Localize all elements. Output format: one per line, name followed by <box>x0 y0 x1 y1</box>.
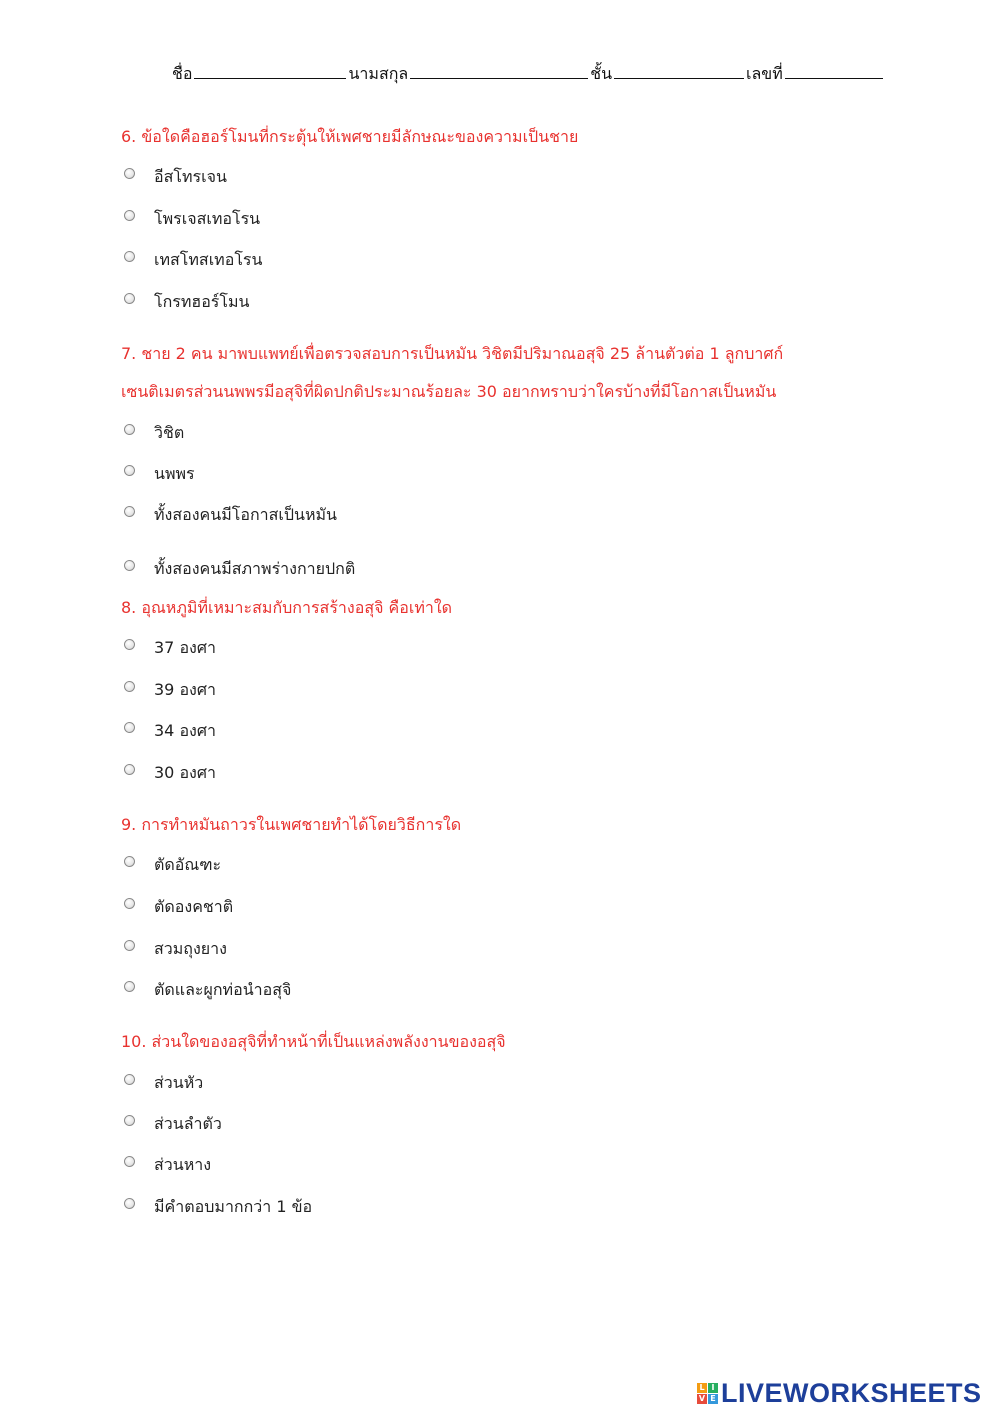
logo-mark-letter: E <box>708 1394 718 1404</box>
question-10 <box>121 1023 506 1061</box>
option-label: ตัดอัณฑะ <box>154 854 222 874</box>
radio-button[interactable] <box>124 1115 135 1126</box>
radio-button[interactable] <box>124 210 135 221</box>
option-8d[interactable] <box>124 759 216 787</box>
number-label: เลขที่ <box>746 64 783 83</box>
radio-button[interactable] <box>124 940 135 951</box>
radio-button[interactable] <box>124 1074 135 1085</box>
option-10b[interactable] <box>124 1110 222 1138</box>
radio-button[interactable] <box>124 856 135 867</box>
option-label: 37 องศา <box>154 637 217 657</box>
radio-button[interactable] <box>124 681 135 692</box>
option-7d[interactable] <box>124 555 355 583</box>
option-label: เทสโทสเทอโรน <box>154 249 263 269</box>
logo-text: LIVEWORKSHEETS <box>721 1377 982 1408</box>
logo-mark-letter: V <box>698 1393 706 1403</box>
surname-field[interactable] <box>410 64 588 79</box>
question-text: 9. การทำหมันถาวรในเพศชายทำได้โดยวิธีการใด <box>121 815 462 834</box>
option-9a[interactable] <box>124 851 221 879</box>
option-10a[interactable] <box>124 1069 203 1097</box>
question-6 <box>121 118 578 156</box>
option-label: 39 องศา <box>154 679 217 699</box>
surname-label: นามสกุล <box>348 64 409 83</box>
radio-button[interactable] <box>124 722 135 733</box>
radio-button[interactable] <box>124 1156 135 1167</box>
name-field[interactable] <box>194 64 346 79</box>
radio-button[interactable] <box>124 560 135 571</box>
option-label: ทั้งสองคนมีสภาพร่างกายปกติ <box>154 558 356 578</box>
option-7b[interactable] <box>124 460 195 488</box>
option-6c[interactable] <box>124 246 262 274</box>
option-label: ทั้งสองคนมีโอกาสเป็นหมัน <box>154 504 337 524</box>
logo-mark-letter: I <box>708 1383 718 1393</box>
option-8c[interactable] <box>124 717 216 745</box>
radio-button[interactable] <box>124 251 135 262</box>
option-label: ส่วนลำตัว <box>154 1113 222 1133</box>
option-label: อีสโทรเจน <box>154 166 227 186</box>
logo-mark-letter: L <box>697 1383 707 1393</box>
option-label: ส่วนหัว <box>154 1072 204 1092</box>
option-9b[interactable] <box>124 893 233 921</box>
question-9 <box>121 806 461 844</box>
option-10c[interactable] <box>124 1151 211 1179</box>
question-8 <box>121 589 452 627</box>
option-label: 30 องศา <box>154 762 217 782</box>
question-text: 8. อุณหภูมิที่เหมาะสมกับการสร้างอสุจิ คือเท่าใด <box>121 598 453 617</box>
question-text: 6. ข้อใดคือฮอร์โมนที่กระตุ้นให้เพศชายมีลักษณะของความเป็นชาย <box>121 127 579 146</box>
option-label: 34 องศา <box>154 720 217 740</box>
option-label: นพพร <box>154 463 195 483</box>
option-label: มีคำตอบมากกว่า 1 ข้อ <box>154 1196 313 1216</box>
option-label: ตัดและผูกท่อนำอสุจิ <box>154 979 292 999</box>
radio-button[interactable] <box>124 981 135 992</box>
question-text: 10. ส่วนใดของอสุจิที่ทำหน้าที่เป็นแหล่งพลังงานของอสุจิ <box>121 1032 506 1051</box>
option-7c[interactable] <box>124 501 337 529</box>
option-label: ส่วนหาง <box>154 1154 212 1174</box>
number-field[interactable] <box>785 64 883 79</box>
radio-button[interactable] <box>124 639 135 650</box>
class-label: ชั้น <box>590 64 612 83</box>
option-label: โพรเจสเทอโรน <box>154 208 261 228</box>
option-9d[interactable] <box>124 976 291 1004</box>
radio-button[interactable] <box>124 293 135 304</box>
option-8b[interactable] <box>124 676 216 704</box>
logo-mark-icon <box>697 1383 718 1404</box>
question-text: เซนติเมตรส่วนนพพรมีอสุจิที่ผิดปกติประมาณร้อยละ 30 อยากทราบว่าใครบ้างที่มีโอกาสเป็นหมัน <box>121 382 777 401</box>
option-10d[interactable] <box>124 1193 312 1221</box>
option-7a[interactable] <box>124 419 184 447</box>
option-label: วิชิต <box>154 422 185 442</box>
radio-button[interactable] <box>124 506 135 517</box>
radio-button[interactable] <box>124 1198 135 1209</box>
radio-button[interactable] <box>124 465 135 476</box>
option-9c[interactable] <box>124 935 227 963</box>
option-6d[interactable] <box>124 288 249 316</box>
radio-button[interactable] <box>124 764 135 775</box>
radio-button[interactable] <box>124 424 135 435</box>
option-8a[interactable] <box>124 634 216 662</box>
liveworksheets-logo <box>697 1377 982 1409</box>
option-6b[interactable] <box>124 205 260 233</box>
option-6a[interactable] <box>124 163 227 191</box>
option-label: โกรทฮอร์โมน <box>154 291 250 311</box>
question-7 <box>121 335 783 411</box>
option-label: สวมถุงยาง <box>154 938 227 958</box>
question-text: 7. ชาย 2 คน มาพบแพทย์เพื่อตรวจสอบการเป็นหมัน วิชิตมีปริมาณอสุจิ 25 ล้านตัวต่อ 1 ลูกบาศก์ <box>121 344 784 363</box>
option-label: ตัดองคชาติ <box>154 896 234 916</box>
student-info-header <box>172 62 885 87</box>
name-label: ชื่อ <box>172 64 193 83</box>
class-field[interactable] <box>614 64 744 79</box>
radio-button[interactable] <box>124 168 135 179</box>
radio-button[interactable] <box>124 898 135 909</box>
